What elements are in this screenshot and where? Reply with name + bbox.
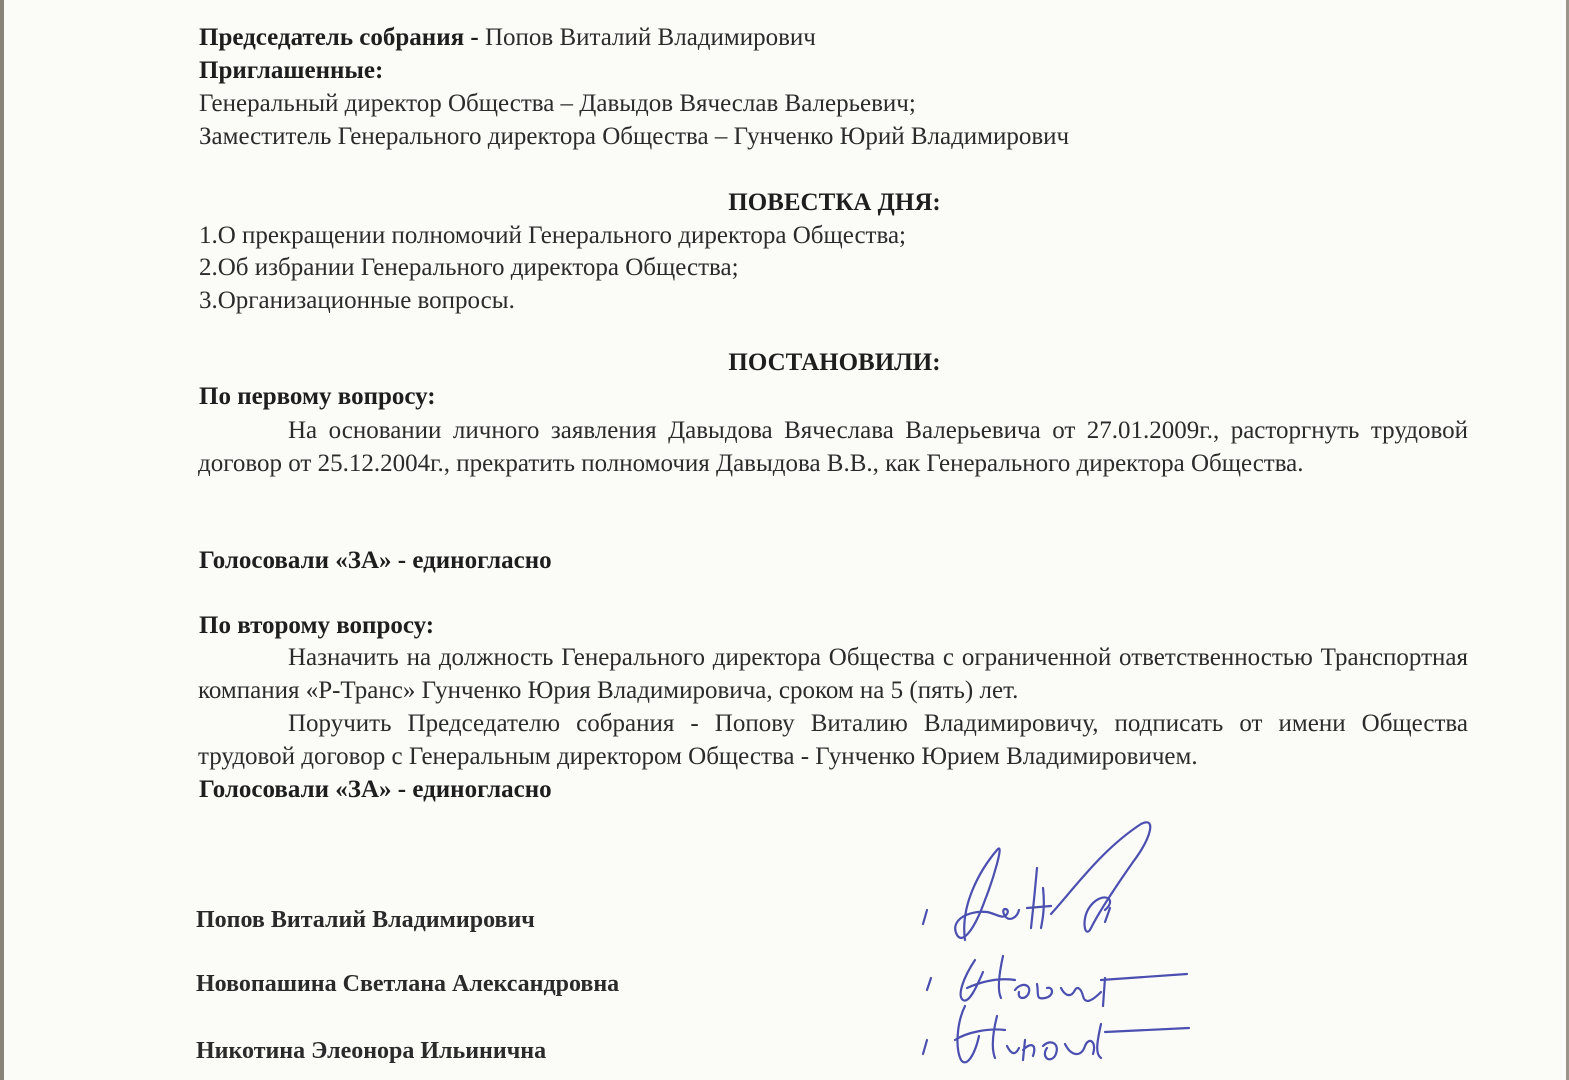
signature-2-stroke-b xyxy=(1015,974,1187,1006)
signature-3-stroke-b xyxy=(1007,1024,1189,1060)
q2-text-2-body: Поручить Председателю собрания - Попову Виталию Владимировичу, подписать от имени Общества трудовой договор с Генеральным директором Общества - Гунченко Юрием Владимировичем. xyxy=(198,710,1468,770)
q1-vote: Голосовали «ЗА» - единогласно xyxy=(199,547,552,574)
signature-1-stroke-a xyxy=(955,848,1019,940)
agenda-item-3: 3.Организационные вопросы. xyxy=(199,287,515,314)
signature-3-stroke-a xyxy=(955,1006,1005,1062)
signature-slash-4 xyxy=(923,1040,927,1054)
q1-heading: По первому вопросу: xyxy=(199,383,436,410)
q2-vote: Голосовали «ЗА» - единогласно xyxy=(199,776,552,803)
q1-text xyxy=(198,414,1468,480)
handwritten-signatures xyxy=(905,810,1205,1080)
invited-item-2: Заместитель Генерального директора Общества – Гунченко Юрий Владимирович xyxy=(199,123,1070,150)
signatory-1: Попов Виталий Владимирович xyxy=(196,907,535,933)
scan-edge-left xyxy=(0,0,4,1080)
q2-heading: По второму вопросу: xyxy=(199,612,435,639)
signature-slash-1 xyxy=(923,910,927,924)
signature-slash-3 xyxy=(927,978,931,990)
invited-label: Приглашенные: xyxy=(199,57,384,84)
signatory-2: Новопашина Светлана Александровна xyxy=(196,971,620,997)
resolved-title: ПОСТАНОВИЛИ: xyxy=(728,349,941,376)
signature-2-stroke-a xyxy=(961,956,1015,1001)
q1-text-body: На основании личного заявления Давыдова Вячеслава Валерьевича от 27.01.2009г., расторгнуть трудовой договор от 25.12.2004г., прекратить полномочия Давыдова В.В., как Генерального директора Общества. xyxy=(198,417,1468,477)
q2-text-2 xyxy=(198,707,1468,773)
q2-text-1-body: Назначить на должность Генерального директора Общества с ограниченной ответственностью Транспортная компания «Р-Транс» Гунченко Юрия Владимировича, сроком на 5 (пять) лет. xyxy=(198,644,1468,704)
signature-1-stroke-b xyxy=(1027,868,1051,928)
agenda-title: ПОВЕСТКА ДНЯ: xyxy=(728,189,941,216)
q2-text-1 xyxy=(198,641,1468,707)
signature-1-stroke-c xyxy=(1051,822,1150,931)
agenda-item-1: 1.О прекращении полномочий Генерального директора Общества; xyxy=(199,222,906,249)
agenda-item-2: 2.Об избрании Генерального директора Общества; xyxy=(199,254,739,281)
chairman-label: Председатель собрания - xyxy=(199,24,479,51)
chairman-line xyxy=(199,22,816,54)
chairman-name: Попов Виталий Владимирович xyxy=(484,24,816,51)
invited-item-1: Генеральный директор Общества – Давыдов Вячеслав Валерьевич; xyxy=(199,90,916,117)
signatory-3: Никотина Элеонора Ильинична xyxy=(196,1038,547,1064)
